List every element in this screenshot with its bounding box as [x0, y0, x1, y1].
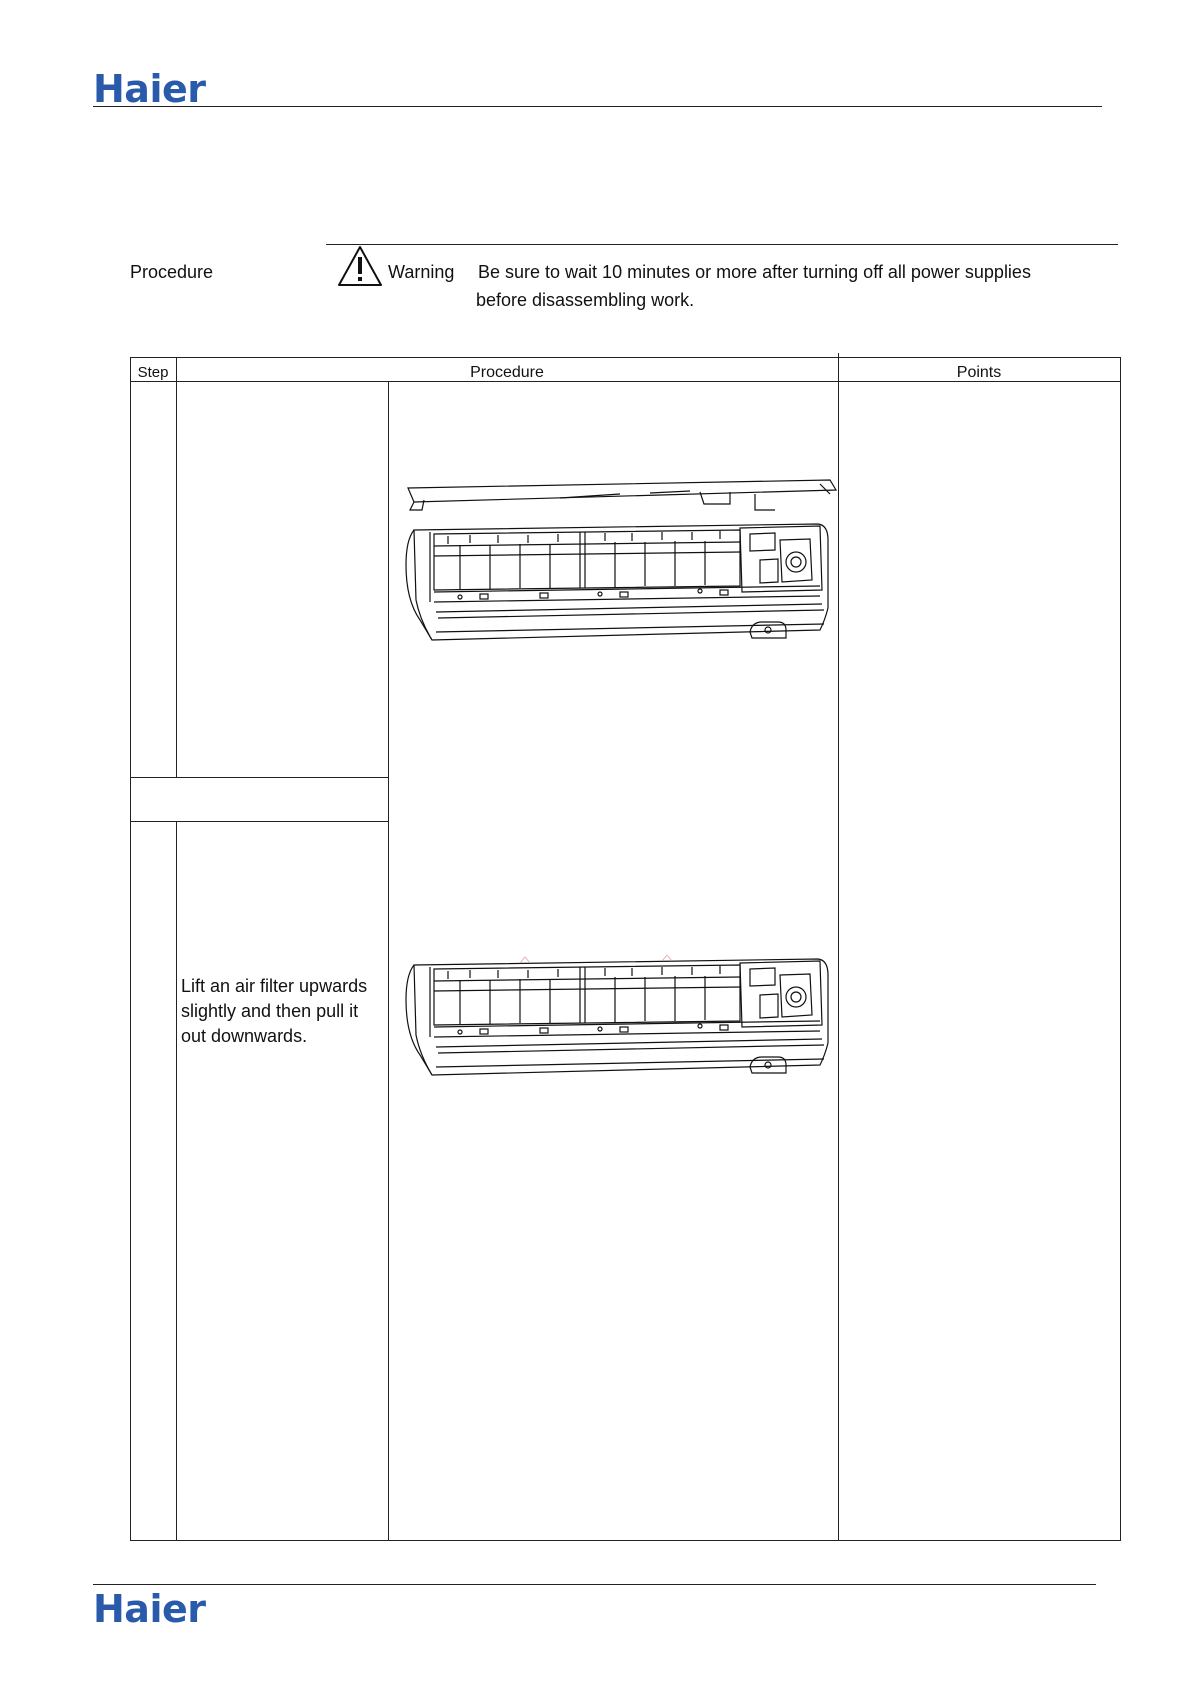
warning-label: Warning	[388, 262, 455, 282]
header-points: Points	[956, 364, 1002, 381]
header-logo: Haier	[93, 67, 206, 111]
header-procedure: Procedure	[470, 364, 544, 381]
row2-line-3: out downwards.	[181, 1026, 308, 1046]
table-bottom-border	[130, 1540, 1121, 1541]
table-top-border	[130, 357, 1121, 358]
row2-instruction	[181, 974, 367, 1049]
table-right-border	[1120, 357, 1121, 1540]
warning-triangle-icon	[337, 245, 383, 287]
footer-logo: Haier	[93, 1587, 206, 1631]
footer-rule	[93, 1584, 1096, 1585]
text-column-border	[388, 381, 389, 1540]
step-column-border-b	[176, 821, 177, 1540]
row2-line-1: Lift an air filter upwards	[181, 976, 368, 996]
warning-text-line1: Be sure to wait 10 minutes or more after turning off all power supplies	[478, 262, 1031, 282]
procedure-label: Procedure	[130, 262, 214, 282]
warning-text-line2: before disassembling work.	[476, 290, 695, 310]
figure-front-panel-removed	[400, 470, 840, 660]
header-rule	[93, 106, 1102, 107]
step-column-border-a	[176, 357, 177, 777]
table-left-border	[130, 357, 131, 1540]
header-step: Step	[137, 364, 169, 381]
warning-rule	[326, 244, 1118, 245]
row-divider-bottom	[130, 821, 388, 822]
row2-line-2: slightly and then pull it	[181, 1001, 359, 1021]
figure-air-filter-removal	[400, 955, 840, 1105]
row-divider-top	[130, 777, 388, 778]
